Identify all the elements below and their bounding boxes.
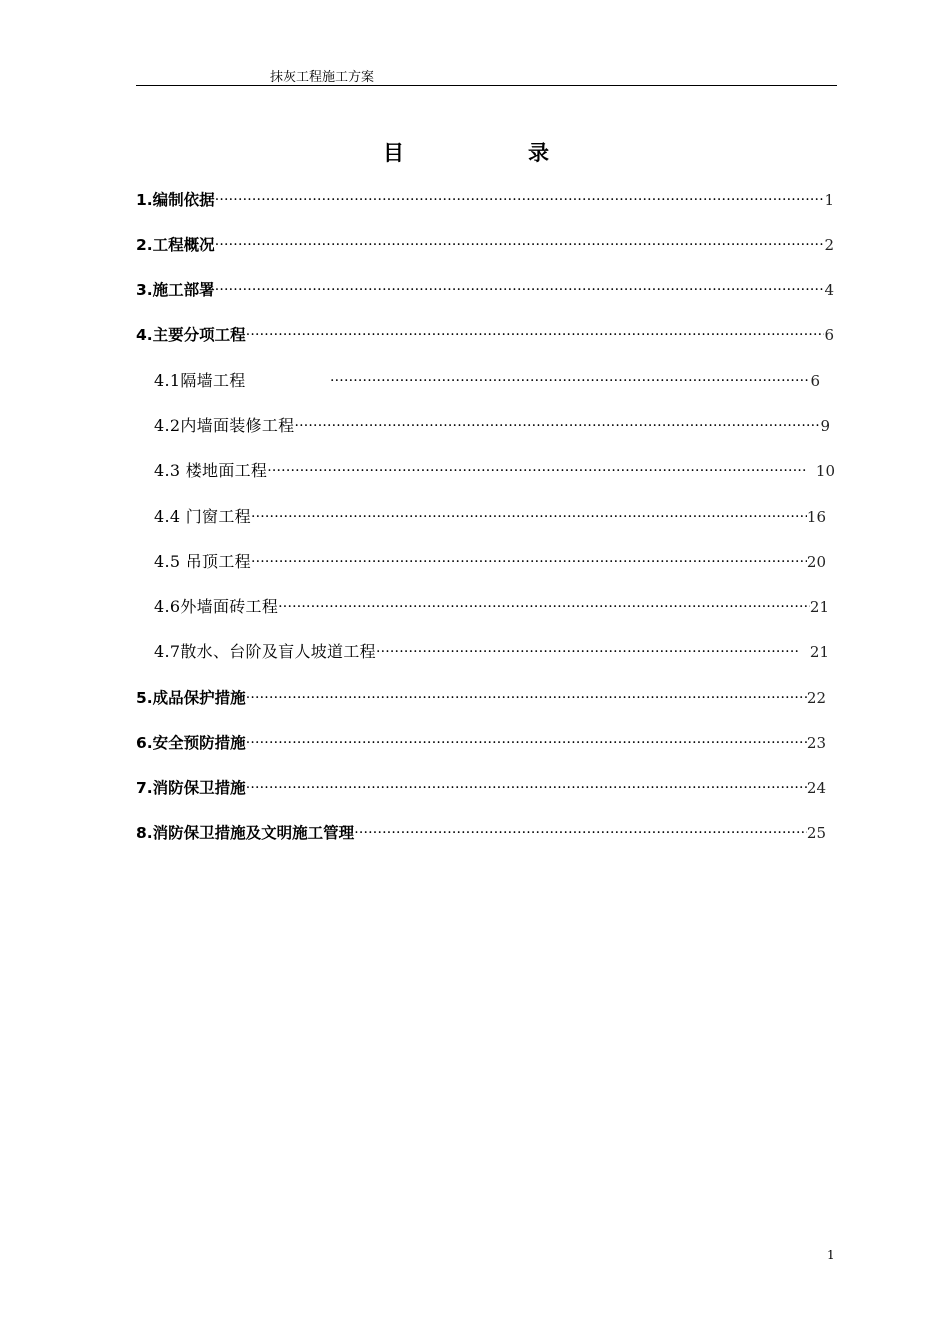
toc-entry-2[interactable] bbox=[136, 232, 834, 256]
dot-leader bbox=[246, 732, 807, 754]
toc-entry-4-6[interactable] bbox=[154, 594, 829, 618]
toc-entry-label: 1.编制依据 bbox=[136, 191, 215, 209]
toc-entry-label: 7.消防保卫措施 bbox=[136, 779, 246, 797]
toc-entry-4-3[interactable] bbox=[154, 458, 835, 482]
toc-entry-page: 1 bbox=[824, 191, 834, 209]
dot-leader bbox=[278, 596, 810, 618]
header-rule bbox=[136, 85, 837, 86]
toc-entry-label: 4.6外墙面砖工程 bbox=[154, 597, 279, 616]
toc-entry-5[interactable] bbox=[136, 685, 826, 709]
toc-entry-page: 10 bbox=[815, 462, 835, 480]
toc-entry-page: 22 bbox=[806, 689, 826, 707]
dot-leader bbox=[354, 822, 807, 844]
toc-entry-page: 4 bbox=[824, 281, 834, 299]
toc-entry-6[interactable] bbox=[136, 730, 826, 754]
dot-leader bbox=[215, 234, 825, 256]
toc-entry-page: 6 bbox=[810, 372, 820, 390]
toc-entry-page: 21 bbox=[809, 598, 829, 616]
toc-title-char-1: 目 bbox=[383, 141, 404, 165]
toc-entry-label: 5.成品保护措施 bbox=[136, 689, 246, 707]
dot-leader bbox=[294, 415, 820, 437]
toc-entry-page: 6 bbox=[824, 326, 834, 344]
toc-entry-1[interactable] bbox=[136, 187, 834, 211]
page-number: 1 bbox=[827, 1248, 835, 1262]
dot-leader bbox=[215, 189, 825, 211]
toc-entry-page: 16 bbox=[806, 508, 826, 526]
toc-entry-label: 8.消防保卫措施及文明施工管理 bbox=[136, 824, 355, 842]
dot-leader bbox=[267, 460, 806, 482]
toc-entry-page: 24 bbox=[806, 779, 826, 797]
toc-title-char-2: 录 bbox=[528, 141, 549, 165]
toc-entry-7[interactable] bbox=[136, 775, 826, 799]
dot-leader bbox=[215, 279, 825, 301]
toc-entry-label: 4.3 楼地面工程 bbox=[154, 461, 268, 480]
toc-entry-label: 4.4 门窗工程 bbox=[154, 507, 251, 526]
toc-entry-4-2[interactable] bbox=[154, 413, 830, 437]
toc-entry-page: 21 bbox=[809, 643, 829, 661]
dot-leader bbox=[330, 370, 810, 392]
toc-entry-3[interactable] bbox=[136, 277, 834, 301]
toc-entry-page: 23 bbox=[806, 734, 826, 752]
toc-entry-4-7[interactable] bbox=[154, 639, 829, 663]
toc-entry-4[interactable] bbox=[136, 322, 834, 346]
toc-entry-8[interactable] bbox=[136, 820, 826, 844]
dot-leader bbox=[251, 506, 807, 528]
toc-entry-page: 25 bbox=[806, 824, 826, 842]
toc-entry-label: 3.施工部署 bbox=[136, 281, 215, 299]
dot-leader bbox=[246, 324, 825, 346]
toc-entry-4-1[interactable] bbox=[154, 368, 820, 392]
toc-entry-page: 2 bbox=[824, 236, 834, 254]
toc-title bbox=[0, 137, 950, 167]
toc-entry-page: 9 bbox=[820, 417, 830, 435]
toc-entry-label: 2.工程概况 bbox=[136, 236, 215, 254]
toc-entry-label: 4.5 吊顶工程 bbox=[154, 552, 251, 571]
toc-entry-label: 4.7散水、台阶及盲人坡道工程 bbox=[154, 642, 376, 661]
toc-entry-label: 4.主要分项工程 bbox=[136, 326, 246, 344]
toc-entry-4-5[interactable] bbox=[154, 549, 826, 573]
dot-leader bbox=[376, 641, 800, 663]
dot-leader bbox=[251, 551, 807, 573]
dot-leader bbox=[246, 687, 807, 709]
toc-entry-label: 4.2内墙面装修工程 bbox=[154, 416, 295, 435]
toc-entry-label: 4.1隔墙工程 bbox=[154, 371, 246, 390]
toc-entry-page: 20 bbox=[806, 553, 826, 571]
toc-entry-4-4[interactable] bbox=[154, 504, 826, 528]
toc-entry-label: 6.安全预防措施 bbox=[136, 734, 246, 752]
running-header-title: 抹灰工程施工方案 bbox=[270, 70, 375, 85]
dot-leader bbox=[246, 777, 807, 799]
